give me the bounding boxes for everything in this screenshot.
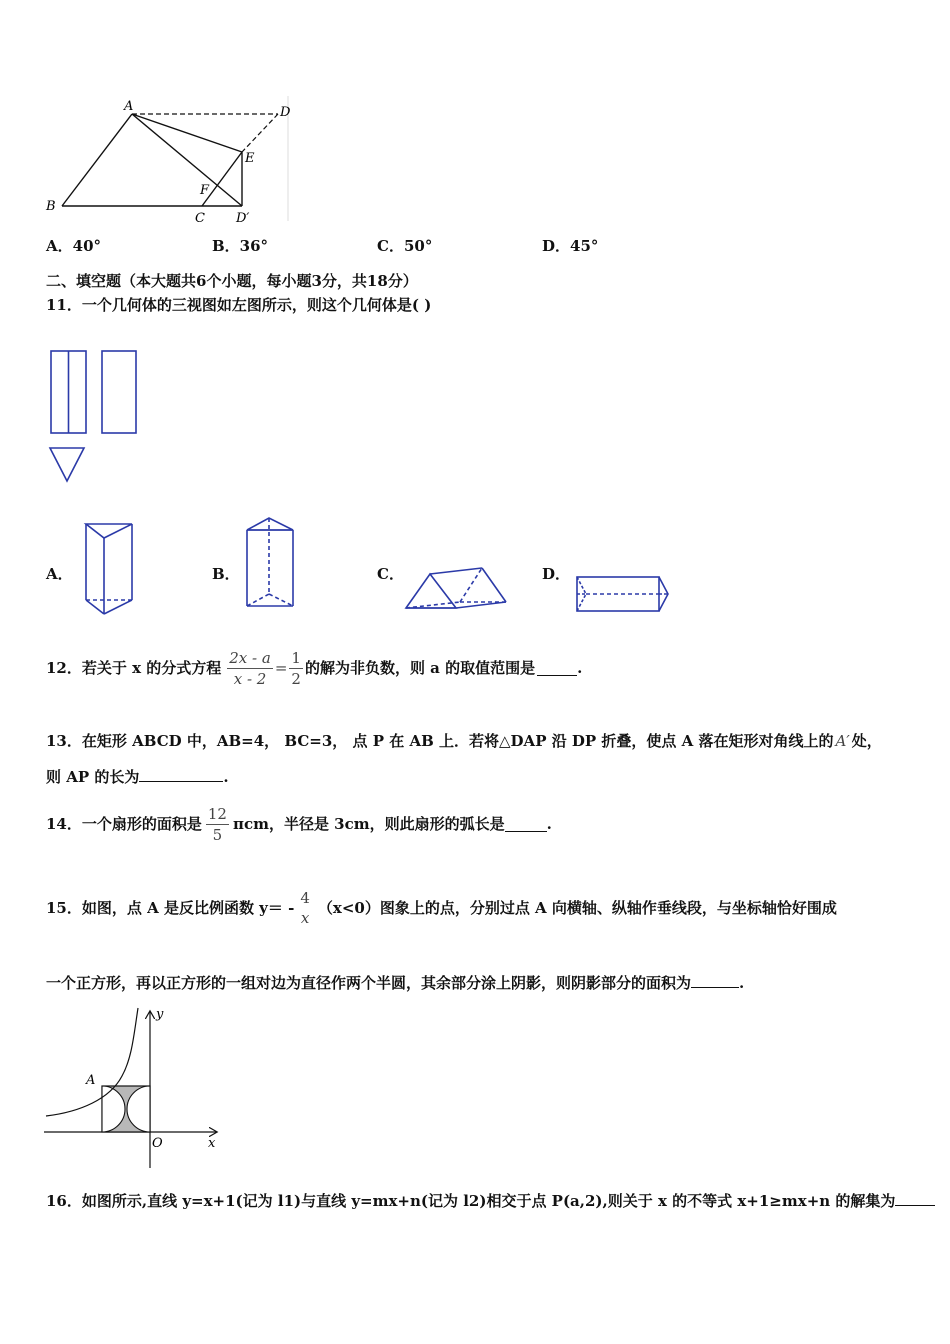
q15-line2	[46, 973, 744, 993]
q10-option-a[interactable]: A．40°	[46, 237, 102, 255]
q16-answer-blank[interactable]	[895, 1191, 935, 1206]
q11-solid-a	[82, 518, 138, 620]
q10-option-c[interactable]: C．50°	[377, 237, 433, 255]
q14-prefix: 14．一个扇形的面积是	[46, 815, 202, 833]
q11-solid-c	[402, 562, 510, 614]
q12-lhs-num: 2x - a	[229, 648, 271, 667]
q11-option-b[interactable]: B．	[212, 565, 240, 583]
q12-rhs-den: 2	[291, 669, 301, 688]
q12-suffix: 的解为非负数，则 a 的取值范围是	[304, 659, 536, 677]
q14-answer-blank[interactable]	[505, 817, 547, 832]
q11-solid-d	[574, 574, 674, 614]
q15-label-x: x	[208, 1136, 216, 1151]
q12-eq: =	[274, 659, 288, 677]
q10-edge-ad2	[132, 114, 242, 206]
q13-line1	[46, 731, 882, 751]
q12-line	[46, 646, 582, 690]
q13-end: .	[223, 768, 229, 786]
q10-label-dprime: D′	[236, 211, 250, 226]
q16-line	[46, 1191, 935, 1211]
q14-suffix: πcm，半径是 3cm，则此扇形的弧长是	[232, 815, 505, 833]
q10-edge-ab	[62, 114, 132, 206]
q13-line2	[46, 767, 229, 787]
q11-option-d[interactable]: D．	[542, 565, 571, 583]
q15-answer-blank[interactable]	[691, 973, 739, 988]
q15-label-a: A	[86, 1073, 96, 1088]
q14-num: 12	[207, 804, 227, 823]
q16-text: 16．如图所示,直线 y=x+1(记为 l1)与直线 y=mx+n(记为 l2)相交于点 P(a,2),则关于 x 的不等式 x+1≥mx+n 的解集为	[46, 1192, 896, 1210]
q10-label-b: B	[46, 199, 56, 214]
q15-line1	[46, 885, 837, 931]
q13-answer-blank[interactable]	[139, 767, 223, 782]
q15-label-o: O	[152, 1136, 163, 1151]
q10-option-d[interactable]: D．45°	[542, 237, 599, 255]
q13-aprime: A′	[835, 732, 850, 750]
q15-den: x	[300, 909, 310, 927]
q11-three-views	[44, 346, 144, 488]
q13-line1-end: 处，	[851, 732, 882, 750]
q11-option-a[interactable]: A．	[46, 565, 73, 583]
q10-label-c: C	[195, 211, 205, 226]
q14-end: .	[546, 815, 552, 833]
q15-line2-text: 一个正方形，再以正方形的一组对边为直径作两个半圆，其余部分涂上阴影，则阴影部分的面积为	[46, 974, 692, 992]
q15-end: .	[739, 974, 745, 992]
q12-rhs-fraction	[289, 648, 303, 689]
section-heading: 二、填空题（本大题共6个小题，每小题3分，共18分）	[46, 272, 418, 290]
q14-line	[46, 802, 552, 846]
q12-lhs-fraction	[227, 648, 273, 689]
q15-label-y: y	[156, 1007, 164, 1022]
q10-edge-ae	[132, 114, 242, 152]
q11-side-view	[102, 351, 136, 433]
q12-rhs-num: 1	[291, 648, 301, 667]
q10-option-b[interactable]: B．36°	[212, 237, 269, 255]
q12-prefix: 12．若关于 x 的分式方程	[46, 659, 222, 677]
q11-top-view	[50, 448, 84, 481]
q10-label-a: A	[124, 99, 134, 114]
q15-suffix: （x<0）图象上的点，分别过点 A 向横轴、纵轴作垂线段，与坐标轴恰好围成	[317, 899, 837, 917]
q12-end: .	[577, 659, 583, 677]
q15-num: 4	[300, 889, 310, 907]
q15-fraction	[298, 888, 312, 928]
q13-text: 13．在矩形 ABCD 中，AB=4， BC=3， 点 P 在 AB 上．若将△DAP 沿 DP 折叠，使点 A 落在矩形对角线上的	[46, 732, 834, 750]
q11-stem: 11．一个几何体的三视图如左图所示，则这个几何体是( )	[46, 296, 432, 314]
q13-line2-text: 则 AP 的长为	[46, 768, 140, 786]
q15-prefix: 15．如图，点 A 是反比例函数 y＝ -	[46, 899, 295, 917]
q10-label-f: F	[200, 183, 210, 198]
q15-figure	[40, 1004, 226, 1172]
q11-solid-b	[243, 514, 299, 612]
q11-option-c[interactable]: C．	[377, 565, 404, 583]
q10-label-d: D	[280, 105, 291, 120]
q10-label-e: E	[245, 151, 255, 166]
q10-edge-de	[242, 114, 278, 152]
q10-figure	[40, 96, 300, 231]
q14-fraction	[206, 804, 229, 845]
q12-answer-blank[interactable]	[537, 661, 577, 676]
q12-lhs-den: x - 2	[227, 668, 273, 689]
q14-den: 5	[206, 824, 229, 845]
